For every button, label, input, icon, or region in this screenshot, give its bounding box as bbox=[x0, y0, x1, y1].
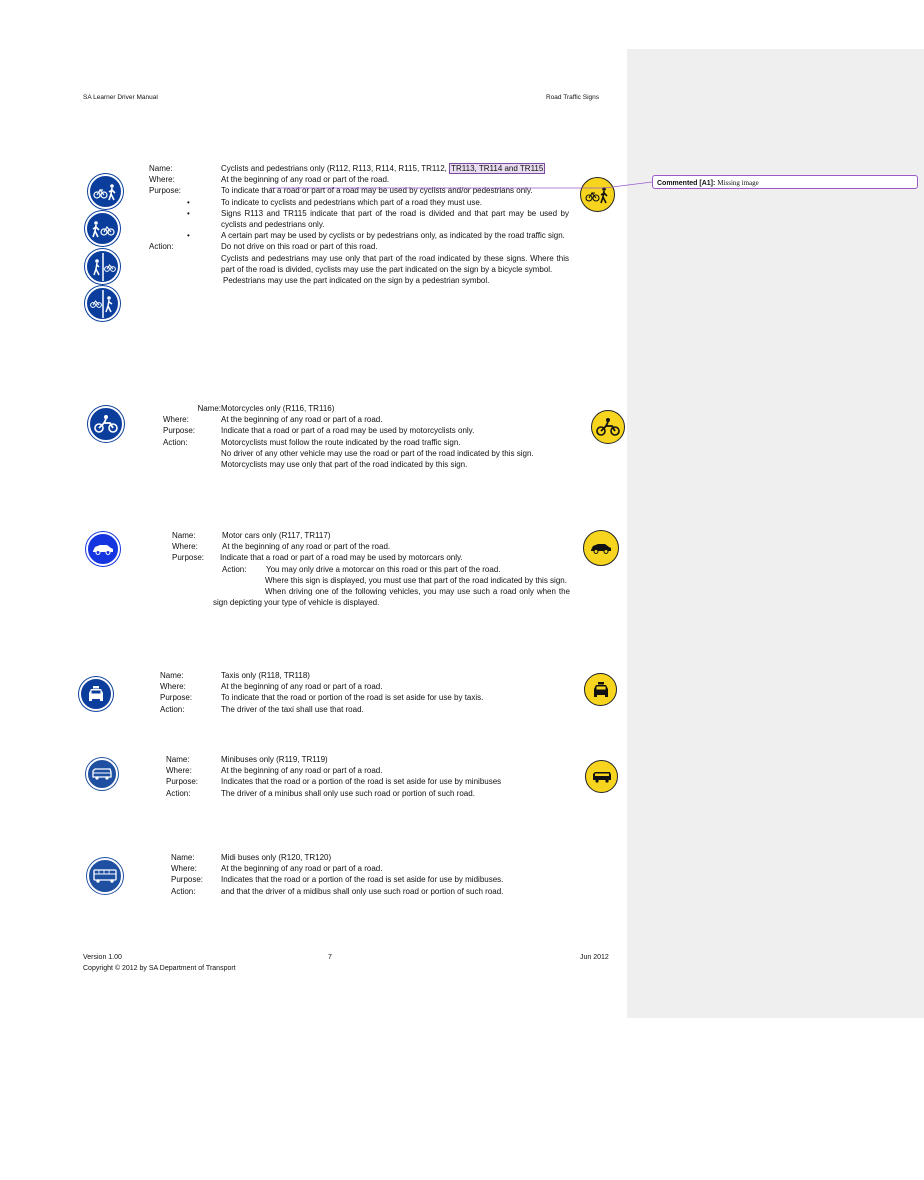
header-left: SA Learner Driver Manual bbox=[83, 94, 158, 101]
name-value: Minibuses only (R119, TR119) bbox=[221, 755, 328, 764]
action-paragraph: When driving one of the following vehicles, you may use such a road only when the sign depicting your type of vehicle is displayed. bbox=[213, 587, 570, 608]
name-label: Name: bbox=[160, 671, 184, 680]
name-label: Name: bbox=[197, 404, 221, 413]
where-value: At the beginning of any road or part of a road. bbox=[221, 415, 383, 425]
motor-cars-temporary-sign bbox=[583, 530, 619, 566]
comment-balloon[interactable] bbox=[652, 175, 918, 189]
bullet-item: A certain part may be used by cyclists or by pedestrians only, as indicated by the road traffic sign. bbox=[221, 231, 565, 241]
comment-text: Missing image bbox=[717, 179, 759, 187]
entry-cyclists-pedestrians: Name: Cyclists and pedestrians only (R112, R113, R114, R115, TR112, TR113, TR114 and TR115 Where: At the beginning of any road or part of the road. Purpose: To indicate that a road or part of a road may be used by cyclists and/or pedestrians only. • To indicate to cyclists and pedestrians which part of a road they must use. • Signs R113 and TR115 indicate that part of the road is divided and that part may be used by cyclists and pedestrians only. • A certain part may be used by cyclists or by pedestrians only, as indicated by the road traffic sign. Action: Do not drive on this road or part of this road. Cyclists and pedestrians may use only that part of the road indicated by these signs. Where this part of the road is divided, cyclists may use the part indicated on the sign by a bicycle symbol. Pedestrians may use the part indicated on the sign by a pedestrian symbol. bbox=[149, 164, 569, 286]
name-value: Motor cars only (R117, TR117) bbox=[222, 531, 331, 540]
motorcycle-icon bbox=[94, 414, 118, 434]
footer-copyright: Copyright © 2012 by SA Department of Transport bbox=[83, 965, 236, 972]
taxi-icon bbox=[87, 686, 105, 702]
purpose-value: Indicate that a road or part of a road may be used by motorcars only. bbox=[220, 553, 463, 563]
action-value: The driver of a minibus shall only use such road or portion of such road. bbox=[221, 788, 475, 798]
motor-cars-sign bbox=[86, 532, 120, 566]
midibus-icon bbox=[93, 869, 117, 883]
motorcycle-icon bbox=[596, 417, 620, 437]
action-paragraph: Cyclists and pedestrians may use only that part of the road indicated by these signs. Where this part of the road is divided, cyclists may use the part indicated on the sign by a bicycle symbol. bbox=[221, 253, 569, 274]
purpose-label: Purpose: bbox=[163, 426, 196, 436]
where-value: At the beginning of any road or part of a road. bbox=[221, 864, 383, 874]
where-label: Where: bbox=[166, 766, 192, 776]
purpose-label: Purpose: bbox=[149, 186, 182, 196]
name-value: Cyclists and pedestrians only (R112, R113, R114, R115, TR112, TR113, TR114 and TR115 bbox=[221, 164, 544, 173]
where-value: At the beginning of any road or part of the road. bbox=[221, 175, 390, 185]
where-value: At the beginning of any road or part of a road. bbox=[221, 682, 383, 692]
taxis-temporary-sign bbox=[584, 673, 617, 706]
action-value: Motorcyclists must follow the route indicated by the road traffic sign. bbox=[221, 437, 461, 447]
minibuses-temporary-sign bbox=[585, 760, 618, 793]
midibuses-sign bbox=[87, 858, 123, 894]
car-icon bbox=[92, 543, 114, 555]
purpose-value: To indicate that the road or portion of the road is set aside for use by taxis. bbox=[221, 693, 484, 703]
taxis-sign bbox=[79, 677, 113, 711]
action-value: and that the driver of a midibus shall only use such road or portion of such road. bbox=[221, 886, 504, 896]
commented-text-highlight[interactable]: TR113, TR114 and TR115 bbox=[451, 164, 544, 173]
name-label: Name: bbox=[149, 164, 173, 173]
entry-taxis bbox=[160, 670, 570, 715]
where-label: Where: bbox=[149, 175, 175, 185]
name-label: Name: bbox=[171, 853, 195, 862]
action-paragraph: Motorcyclists may use only that part of the road indicated by this sign. bbox=[221, 460, 468, 470]
where-label: Where: bbox=[163, 415, 189, 425]
action-label: Action: bbox=[160, 704, 185, 714]
action-label: Action: bbox=[166, 788, 191, 798]
entry-motor-cars bbox=[172, 530, 570, 608]
footer-date: Jun 2012 bbox=[580, 954, 609, 961]
action-label: Action: bbox=[163, 437, 188, 447]
action-paragraph: Pedestrians may use the part indicated on the sign by a pedestrian symbol. bbox=[223, 276, 490, 286]
entry-minibuses bbox=[166, 754, 570, 799]
footer-version: Version 1.00 bbox=[83, 954, 122, 961]
action-paragraph: No driver of any other vehicle may use the road or part of the road indicated by this sign. bbox=[221, 448, 534, 458]
action-label: Action: bbox=[222, 564, 247, 574]
bullet-item: Signs R113 and TR115 indicate that part of the road is divided and that part may be used by cyclists and pedestrians only. bbox=[221, 208, 569, 230]
purpose-value: Indicates that the road or a portion of the road is set aside for use by minibuses bbox=[221, 777, 502, 787]
purpose-value: To indicate that a road or part of a road may be used by cyclists and/or pedestrians only. bbox=[221, 186, 533, 196]
purpose-value: Indicate that a road or part of a road may be used by motorcyclists only. bbox=[221, 426, 475, 436]
comment-label: Commented [A1]: bbox=[657, 180, 716, 187]
purpose-label: Purpose: bbox=[160, 693, 193, 703]
bullet-item: To indicate to cyclists and pedestrians which part of a road they must use. bbox=[221, 197, 483, 207]
where-value: At the beginning of any road or part of a road. bbox=[221, 766, 383, 776]
entry-motorcycles bbox=[163, 403, 577, 470]
where-label: Where: bbox=[160, 682, 186, 692]
name-value: Taxis only (R118, TR118) bbox=[221, 671, 310, 680]
where-value: At the beginning of any road or part of the road. bbox=[222, 542, 391, 552]
where-label: Where: bbox=[171, 864, 197, 874]
name-label: Name: bbox=[172, 531, 196, 540]
name-label: Name: bbox=[166, 755, 190, 764]
name-value: Midi buses only (R120, TR120) bbox=[221, 853, 332, 862]
taxi-icon bbox=[592, 682, 610, 698]
action-value: Do not drive on this road or part of this road. bbox=[221, 242, 378, 252]
motorcycles-temporary-sign bbox=[591, 410, 625, 444]
purpose-label: Purpose: bbox=[172, 553, 205, 563]
purpose-value: Indicates that the road or a portion of the road is set aside for use by midibuses. bbox=[221, 875, 504, 885]
minibus-icon bbox=[92, 768, 112, 780]
action-label: Action: bbox=[171, 886, 196, 896]
footer-page-number: 7 bbox=[328, 954, 332, 961]
minibus-icon bbox=[592, 771, 612, 783]
motorcycles-sign bbox=[88, 406, 124, 442]
action-value: The driver of the taxi shall use that road. bbox=[221, 704, 364, 714]
action-value: You may only drive a motorcar on this road or this part of the road. bbox=[266, 564, 501, 574]
action-label: Action: bbox=[149, 242, 174, 252]
header-right: Road Traffic Signs bbox=[546, 94, 599, 101]
car-icon bbox=[590, 542, 612, 554]
name-value: Motorcycles only (R116, TR116) bbox=[221, 404, 335, 413]
purpose-label: Purpose: bbox=[171, 875, 204, 885]
minibuses-sign bbox=[86, 758, 118, 790]
entry-midibuses bbox=[171, 852, 569, 897]
action-paragraph: Where this sign is displayed, you must use that part of the road indicated by this sign. bbox=[265, 575, 567, 585]
purpose-label: Purpose: bbox=[166, 777, 199, 787]
where-label: Where: bbox=[172, 542, 198, 552]
